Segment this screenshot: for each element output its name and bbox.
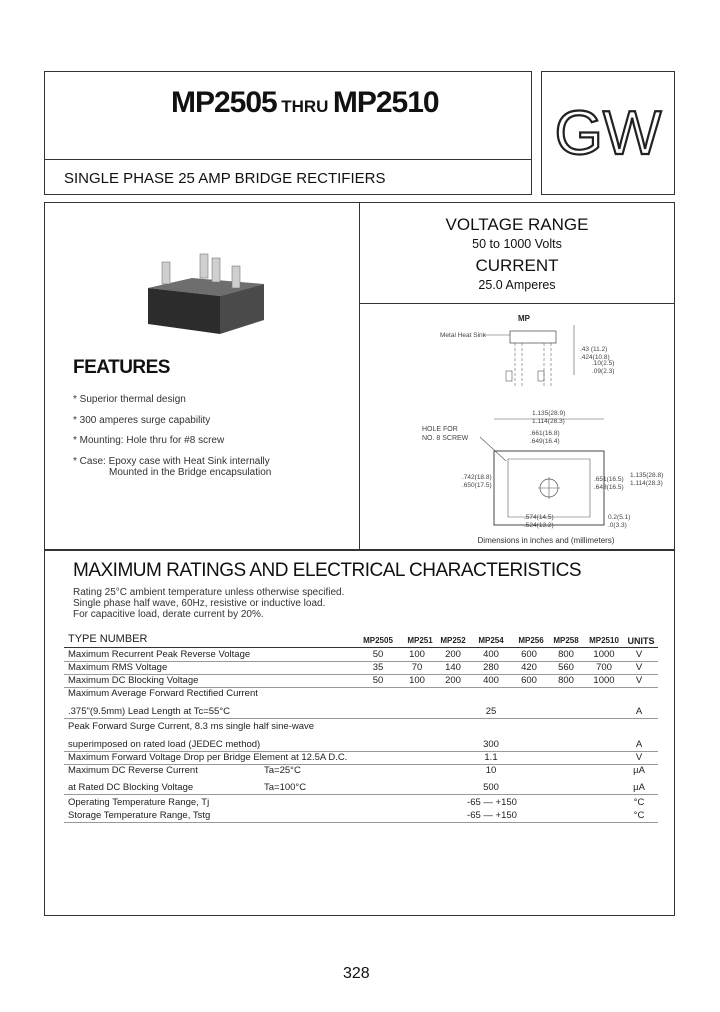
- row-label: at Rated DC Blocking Voltage: [68, 782, 194, 793]
- dim-top-1: .43 (11.2): [580, 346, 608, 353]
- logo-text: GW: [554, 99, 662, 168]
- row-label: Maximum RMS Voltage: [68, 662, 168, 673]
- unit-cell: µA: [633, 765, 645, 776]
- unit-cell: V: [635, 752, 643, 763]
- cell: 1000: [593, 649, 615, 660]
- cell: 100: [409, 649, 425, 660]
- dimension-caption: Dimensions in inches and (millimeters): [477, 536, 615, 545]
- col-header: MP254: [478, 636, 504, 645]
- table-row: [64, 738, 658, 752]
- info-box: [44, 202, 675, 550]
- feature-item: * Mounting: Hole thru for #8 screw: [73, 435, 225, 446]
- dim-side-2: .09(2.3): [592, 368, 615, 375]
- table-header: [64, 633, 658, 648]
- unit-cell: °C: [633, 810, 645, 821]
- current-value: 25.0 Amperes: [478, 278, 556, 292]
- ratings-heading: MAXIMUM RATINGS AND ELECTRICAL CHARACTERISTICS: [73, 560, 582, 581]
- table-row: [64, 705, 658, 719]
- dim-right-2: 1.114(28.3): [630, 480, 663, 487]
- feature-item: Mounted in the Bridge encapsulation: [109, 467, 272, 478]
- row-label: Maximum DC Blocking Voltage: [68, 675, 199, 686]
- cell: 800: [558, 675, 574, 686]
- row-label: Maximum Forward Voltage Drop per Bridge Element at 12.5A D.C.: [68, 752, 348, 763]
- cell: 280: [483, 662, 499, 673]
- table-row: [64, 661, 658, 675]
- current-heading: CURRENT: [475, 256, 559, 275]
- specs-panel: [360, 203, 674, 549]
- cell: 70: [411, 662, 423, 673]
- dim-inner-1: .661(16.8): [530, 430, 560, 437]
- part-end: MP2510: [332, 86, 439, 119]
- unit-cell: V: [635, 675, 643, 686]
- dimension-drawing: [360, 303, 674, 549]
- cell: 140: [445, 662, 461, 673]
- cell: 50: [372, 675, 384, 686]
- cell: 700: [596, 662, 612, 673]
- dim-bot-2: .524(13.2): [524, 522, 554, 529]
- dim-inner-2: .649(16.4): [530, 438, 560, 445]
- table-row: [64, 720, 658, 733]
- unit-cell: °C: [633, 797, 645, 808]
- row-label: Maximum DC Reverse Current: [68, 765, 198, 776]
- cell: 420: [521, 662, 537, 673]
- cell: -65 — +150: [467, 810, 517, 821]
- row-label: superimposed on rated load (JEDEC method): [68, 739, 261, 750]
- header-title-box: [44, 71, 532, 195]
- unit-cell: V: [635, 662, 643, 673]
- dim-top-2: .424(10.8): [580, 354, 610, 361]
- page-title: [171, 86, 439, 120]
- page-subtitle: SINGLE PHASE 25 AMP BRIDGE RECTIFIERS: [64, 170, 386, 187]
- cell: 1000: [593, 675, 615, 686]
- col-header: MP2510: [589, 636, 619, 645]
- feature-item: * 300 amperes surge capability: [73, 415, 211, 426]
- cell: 600: [521, 675, 537, 686]
- cell: -65 — +150: [467, 797, 517, 808]
- row-label: Peak Forward Surge Current, 8.3 ms single half sine-wave: [68, 721, 315, 732]
- cell: 400: [483, 649, 499, 660]
- row-label: Maximum Recurrent Peak Reverse Voltage: [68, 649, 251, 660]
- package-image: [140, 248, 280, 338]
- col-header: MP251: [407, 636, 433, 645]
- type-number-label: TYPE NUMBER: [68, 633, 148, 645]
- col-header: MP252: [440, 636, 466, 645]
- dim-mid-2: .648(16.5): [594, 484, 624, 491]
- table-row: [64, 687, 658, 700]
- unit-cell: µA: [633, 782, 645, 793]
- row-label: Maximum Average Forward Rectified Current: [68, 688, 258, 699]
- cell: 560: [558, 662, 574, 673]
- table-row: [64, 796, 658, 809]
- heat-sink-label: Metal Heat Sink: [440, 332, 486, 339]
- col-header: MP2505: [363, 636, 393, 645]
- dim-hole-2: .0(3.3): [608, 522, 627, 529]
- table-row: [64, 751, 658, 765]
- cell: 25: [485, 706, 497, 717]
- feature-item: * Case: Epoxy case with Heat Sink internally: [73, 456, 270, 467]
- header-divider: [45, 159, 531, 160]
- package-label: MP: [518, 314, 530, 323]
- dim-hole-1: 0.2(5.1): [608, 514, 631, 521]
- condition: Ta=100°C: [264, 782, 307, 793]
- unit-cell: V: [635, 649, 643, 660]
- features-heading: FEATURES: [73, 357, 170, 378]
- dim-bot-1: .574(14.5): [524, 514, 554, 521]
- cell: 35: [372, 662, 384, 673]
- cell: 50: [372, 649, 384, 660]
- cell: 100: [409, 675, 425, 686]
- dim-mid-1: .651(16.5): [594, 476, 624, 483]
- ratings-note: Rating 25°C ambient temperature unless otherwise specified.: [73, 587, 345, 598]
- hole-label-2: NO. 8 SCREW: [422, 435, 469, 442]
- dim-left-1: .742(18.8): [462, 474, 492, 481]
- col-header: MP258: [553, 636, 579, 645]
- units-header: UNITS: [627, 636, 655, 646]
- dim-side-1: .10(2.5): [592, 360, 615, 367]
- page-number: 328: [343, 965, 370, 982]
- thru-label: THRU: [281, 97, 329, 116]
- row-label: .375"(9.5mm) Lead Length at Tc=55°C: [68, 706, 230, 717]
- unit-cell: A: [635, 706, 643, 717]
- voltage-value: 50 to 1000 Volts: [472, 237, 562, 251]
- dim-right-1: 1.135(28.8): [630, 472, 664, 479]
- cell: 200: [445, 675, 461, 686]
- dim-width-2: 1.114(28.3): [532, 418, 565, 425]
- cell: 10: [485, 765, 497, 776]
- table-row: [64, 781, 658, 795]
- dim-left-2: .650(17.5): [462, 482, 492, 489]
- cell: 400: [483, 675, 499, 686]
- hole-label-1: HOLE FOR: [422, 426, 458, 433]
- cell: 1.1: [484, 752, 498, 763]
- table-row: [64, 764, 658, 777]
- cell: 800: [558, 649, 574, 660]
- cell: 300: [483, 739, 499, 750]
- cell: 200: [445, 649, 461, 660]
- part-start: MP2505: [171, 86, 277, 119]
- unit-cell: A: [635, 739, 643, 750]
- feature-item: * Superior thermal design: [73, 394, 186, 405]
- ratings-note: Single phase half wave, 60Hz, resistive or inductive load.: [73, 598, 326, 609]
- cell: 500: [483, 782, 499, 793]
- table-row: [64, 648, 658, 662]
- gw-logo: [542, 72, 674, 194]
- dim-width-1: 1.135(28.9): [532, 410, 566, 417]
- row-label: Storage Temperature Range, Tstg: [68, 810, 211, 821]
- voltage-heading: VOLTAGE RANGE: [445, 215, 589, 234]
- condition: Ta=25°C: [264, 765, 301, 776]
- cell: 600: [521, 649, 537, 660]
- ratings-note: For capacitive load, derate current by 20%.: [73, 609, 264, 620]
- row-label: Operating Temperature Range, Tj: [68, 797, 210, 808]
- logo-box: [541, 71, 675, 195]
- table-row: [64, 809, 658, 823]
- table-row: [64, 674, 658, 688]
- col-header: MP256: [518, 636, 544, 645]
